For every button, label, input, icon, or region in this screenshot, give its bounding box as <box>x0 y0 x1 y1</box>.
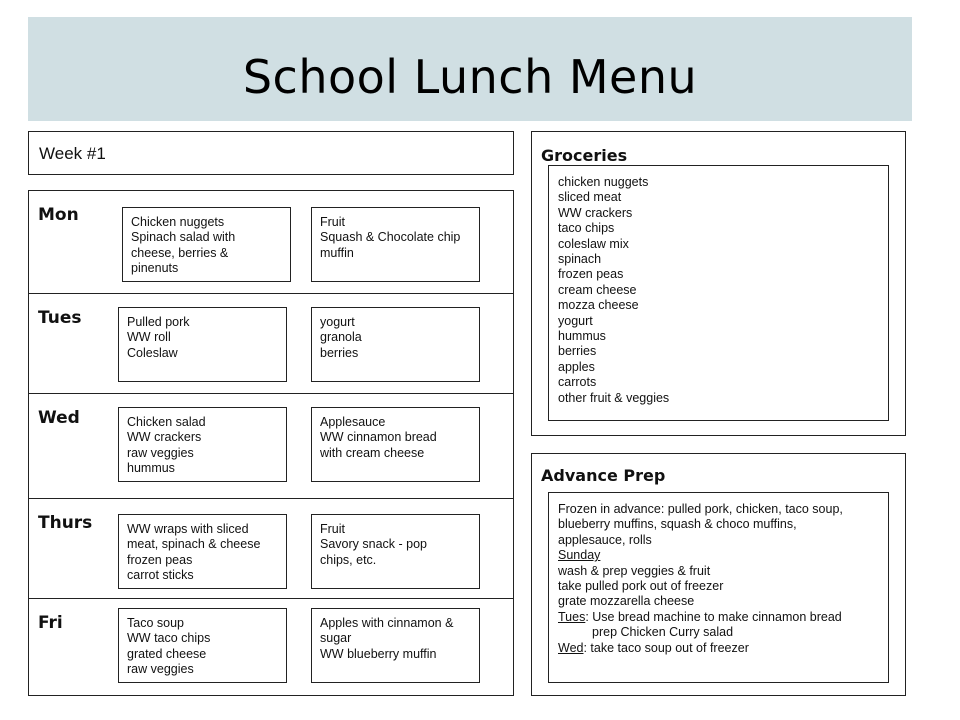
prep-line: Frozen in advance: pulled pork, chicken, taco soup, <box>558 502 843 516</box>
menu-line: WW cinnamon bread <box>320 430 437 445</box>
menu-line: WW blueberry muffin <box>320 646 437 661</box>
menu-line: Squash & Chocolate chip <box>320 230 461 245</box>
menu-line: Fruit <box>320 522 345 536</box>
grocery-item: apples <box>558 359 595 374</box>
lunch-box <box>122 207 291 282</box>
menu-line: hummus <box>127 461 175 476</box>
sunday-heading: Sunday <box>558 548 601 563</box>
menu-line: WW wraps with sliced <box>127 522 249 536</box>
menu-line: WW roll <box>127 330 171 345</box>
grocery-item: sliced meat <box>558 190 622 205</box>
menu-line: pinenuts <box>131 261 179 276</box>
grocery-item: cream cheese <box>558 282 637 297</box>
prep-line: wash & prep veggies & fruit <box>558 563 711 578</box>
advance-prep-notes <box>548 492 889 683</box>
menu-line: Apples with cinnamon & <box>320 616 454 630</box>
day-label: Thurs <box>38 513 93 533</box>
prep-line: prep Chicken Curry salad <box>592 625 734 640</box>
menu-line: sugar <box>320 631 352 646</box>
menu-line: chips, etc. <box>320 552 377 567</box>
grocery-item: yogurt <box>558 313 593 328</box>
menu-line: frozen peas <box>127 552 193 567</box>
menu-line: carrot sticks <box>127 568 194 583</box>
menu-line: Pulled pork <box>127 315 190 329</box>
prep-line: take pulled pork out of freezer <box>558 579 724 594</box>
menu-line: grated cheese <box>127 646 207 661</box>
menu-line: Taco soup <box>127 616 184 630</box>
wed-heading: Wed <box>558 640 584 655</box>
menu-line: meat, spinach & cheese <box>127 537 261 552</box>
grocery-item: hummus <box>558 329 606 344</box>
menu-line: Spinach salad with <box>131 230 236 245</box>
prep-line: : take taco soup out of freezer <box>583 640 749 655</box>
menu-line: WW taco chips <box>127 631 211 646</box>
snack-box <box>311 514 480 589</box>
menu-line: raw veggies <box>127 445 194 460</box>
groceries-title: Groceries <box>541 146 628 165</box>
day-row-mon <box>29 191 513 294</box>
prep-line: grate mozzarella cheese <box>558 594 695 609</box>
menu-line: with cream cheese <box>320 445 425 460</box>
day-label: Fri <box>38 613 63 633</box>
day-row-wed <box>29 394 513 499</box>
grocery-item: frozen peas <box>558 267 624 282</box>
menu-line: granola <box>320 330 362 345</box>
menu-line: WW crackers <box>127 430 202 445</box>
grocery-item: spinach <box>558 252 602 267</box>
prep-line: : Use bread machine to make cinnamon bread <box>585 609 842 624</box>
menu-line: Coleslaw <box>127 345 178 360</box>
title-banner <box>28 17 912 121</box>
grocery-item: other fruit & veggies <box>558 390 670 405</box>
menu-line: yogurt <box>320 315 355 329</box>
grocery-item: WW crackers <box>558 205 633 220</box>
menu-line: muffin <box>320 245 354 260</box>
snack-box <box>311 207 480 282</box>
days-table <box>28 190 514 696</box>
grocery-item: berries <box>558 344 597 359</box>
day-row-thurs <box>29 499 513 599</box>
menu-line: Fruit <box>320 215 345 229</box>
page-title: School Lunch Menu <box>242 50 698 104</box>
groceries-list <box>548 165 889 421</box>
day-label: Wed <box>38 408 80 428</box>
week-label: Week #1 <box>39 144 106 163</box>
menu-line: cheese, berries & <box>131 245 229 260</box>
grocery-item: coleslaw mix <box>558 236 629 251</box>
menu-line: Applesauce <box>320 415 386 429</box>
day-row-tues <box>29 294 513 394</box>
lunch-box <box>118 608 287 683</box>
week-box <box>28 131 514 175</box>
grocery-item: carrots <box>558 375 597 390</box>
menu-line: raw veggies <box>127 662 194 677</box>
groceries-panel <box>531 131 906 436</box>
snack-box <box>311 407 480 482</box>
prep-line: blueberry muffins, squash & choco muffins, <box>558 517 797 532</box>
advance-prep-title: Advance Prep <box>541 466 666 485</box>
day-label: Tues <box>38 308 82 328</box>
menu-line: berries <box>320 345 359 360</box>
day-label: Mon <box>38 205 79 225</box>
grocery-item: chicken nuggets <box>558 175 649 189</box>
prep-line: applesauce, rolls <box>558 532 652 547</box>
menu-line: Chicken salad <box>127 415 206 429</box>
menu-line: Savory snack - pop <box>320 537 427 552</box>
menu-line: Chicken nuggets <box>131 215 225 229</box>
lunch-box <box>118 307 287 382</box>
snack-box <box>311 307 480 382</box>
grocery-item: taco chips <box>558 221 615 236</box>
day-row-fri <box>29 599 513 695</box>
grocery-item: mozza cheese <box>558 298 639 313</box>
advance-prep-panel <box>531 453 906 696</box>
tues-heading: Tues <box>558 609 586 624</box>
snack-box <box>311 608 480 683</box>
lunch-box <box>118 407 287 482</box>
lunch-box <box>118 514 287 589</box>
